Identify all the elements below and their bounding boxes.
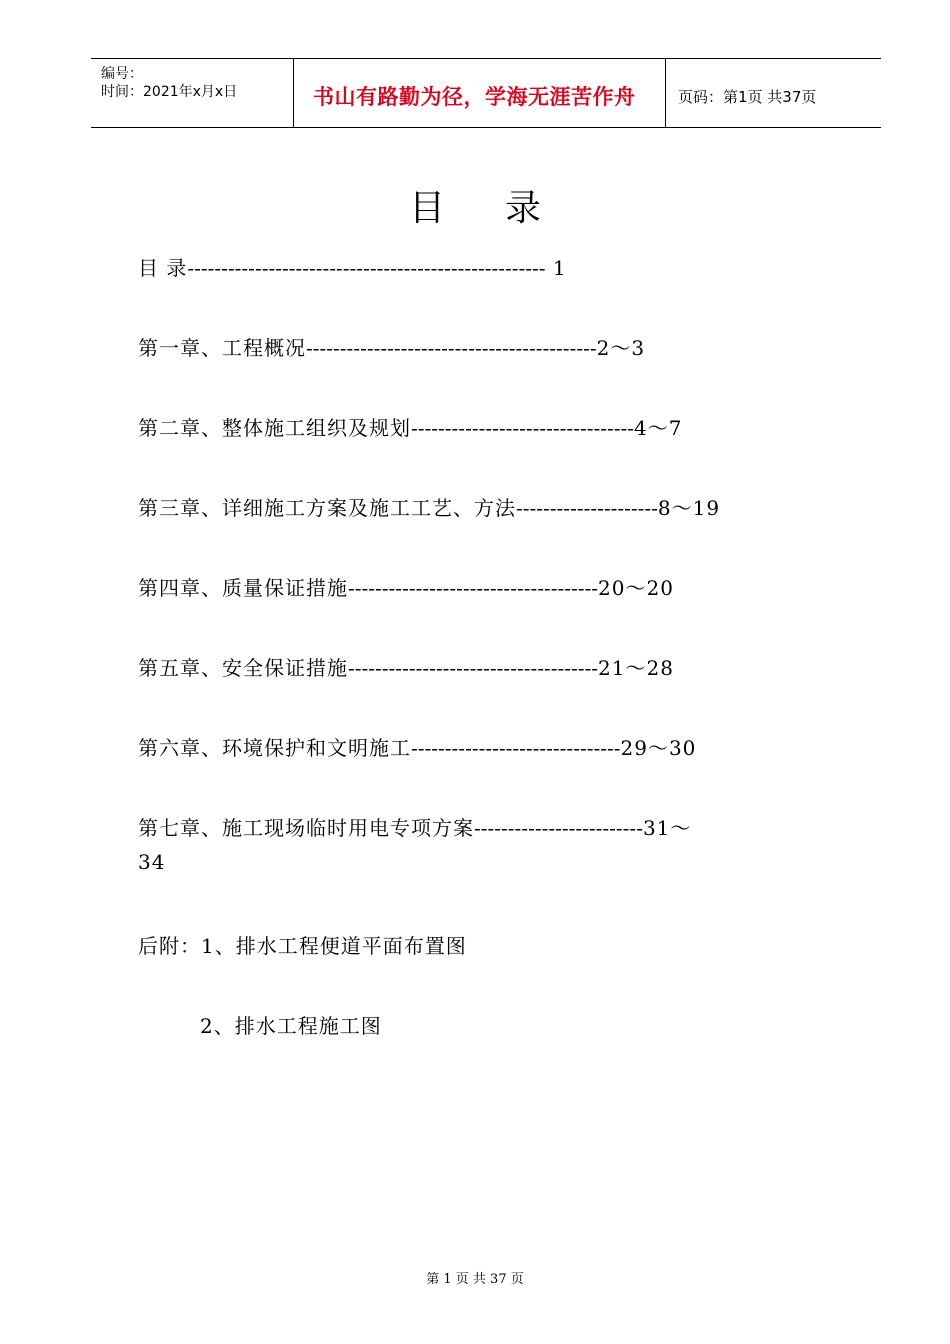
- appendix-line: 2、排水工程施工图: [200, 1014, 382, 1038]
- header-motto-cell: [293, 59, 666, 127]
- toc-entry: [138, 492, 720, 521]
- toc-leader: ---------------------: [516, 496, 658, 520]
- toc-entry-pages: 8～19: [657, 496, 721, 520]
- toc-entry: [138, 412, 682, 441]
- toc-entry: [138, 332, 645, 361]
- toc-entry-label: 第二章、整体施工组织及规划: [138, 416, 411, 440]
- document-time-label: 时间：2021年x月x日: [101, 84, 238, 100]
- toc-entry: [138, 572, 674, 601]
- toc-entry-pages: 1: [552, 256, 567, 280]
- toc-leader: -----------------------------------------------------: [187, 256, 546, 280]
- header-meta-cell: [91, 59, 294, 127]
- toc-entry-label: 第四章、质量保证措施: [138, 576, 348, 600]
- toc-entry-label: 第六章、环境保护和文明施工: [138, 736, 411, 760]
- toc-leader: -------------------------------------: [348, 656, 599, 680]
- toc-entry: [138, 812, 691, 841]
- toc-entry-pages: 29～30: [620, 736, 697, 760]
- toc-entry-label: 34: [138, 850, 166, 874]
- toc-entry-pages: 2～3: [596, 336, 646, 360]
- toc-entry-label: 目 录: [138, 256, 188, 280]
- toc-leader: -------------------------------------------: [306, 336, 597, 360]
- toc-entry: [138, 652, 674, 681]
- toc-entry: [138, 732, 696, 761]
- toc-leader: -------------------------------------: [348, 576, 599, 600]
- toc-entry-label: 第三章、详细施工方案及施工工艺、方法: [138, 496, 516, 520]
- toc-entry-pages: 4～7: [634, 416, 683, 440]
- page-header: [91, 58, 881, 128]
- toc-entry-pages: 31～: [642, 816, 692, 840]
- toc-leader: -------------------------: [474, 816, 643, 840]
- header-page-cell: [666, 59, 881, 127]
- header-page-info: 页码：第1页 共37页: [678, 88, 817, 106]
- appendix-line: 后附：1、排水工程便道平面布置图: [138, 934, 467, 958]
- toc-entry: [138, 252, 567, 281]
- toc-entry-label: 第一章、工程概况: [138, 336, 306, 360]
- document-number-label: 编号：: [101, 66, 143, 82]
- toc-entry-label: 第七章、施工现场临时用电专项方案: [138, 816, 474, 840]
- page-title: 目录: [408, 188, 601, 229]
- toc-leader: ---------------------------------: [411, 416, 635, 440]
- toc-entry-pages: 21～28: [598, 656, 674, 680]
- toc-entry-label: 第五章、安全保证措施: [138, 656, 348, 680]
- toc-leader: -------------------------------: [411, 736, 621, 760]
- page-footer: 第 1 页 共 37 页: [426, 1272, 524, 1287]
- toc-entry-pages: 20～20: [598, 576, 674, 600]
- toc-entry-continuation: [138, 850, 165, 874]
- header-motto: 书山有路勤为径，学海无涯苦作舟: [313, 85, 636, 109]
